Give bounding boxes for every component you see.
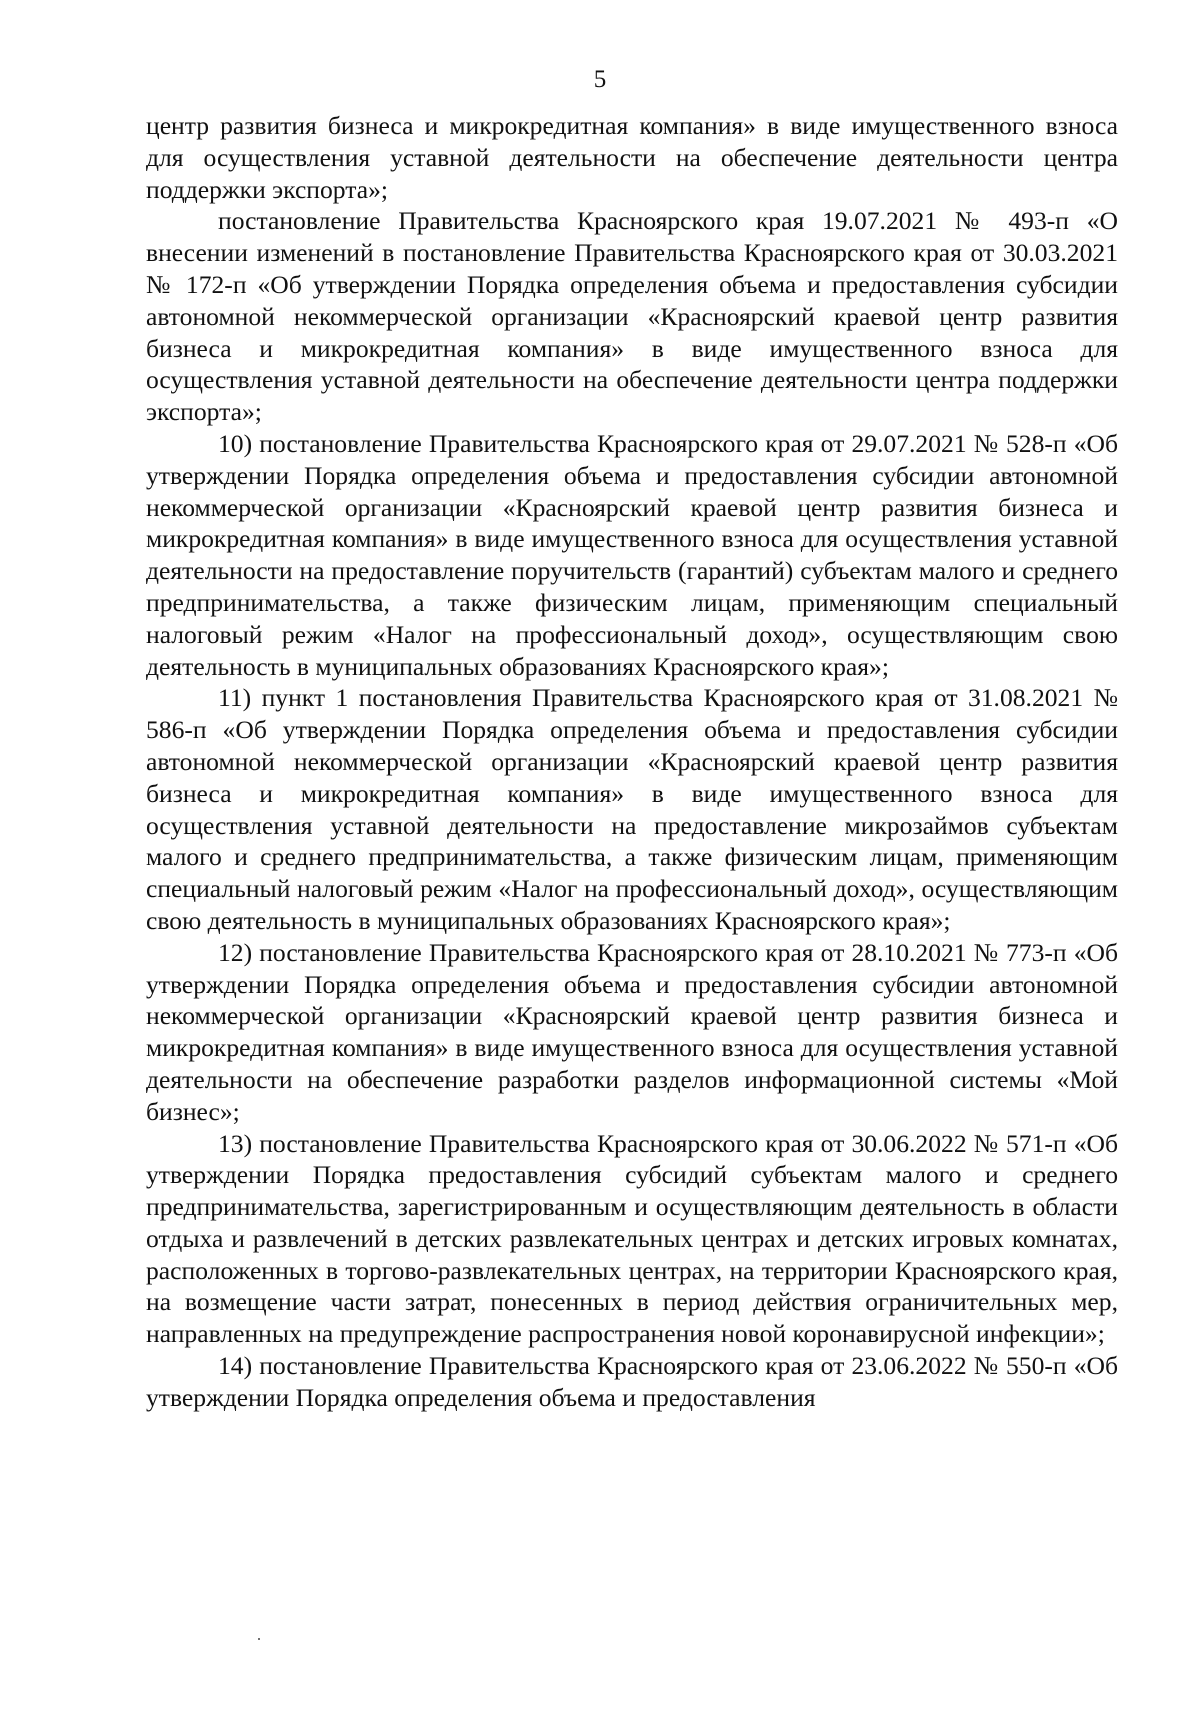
paragraph-item-12: 12) постановление Правительства Красноярского края от 28.10.2021 № 773-п «Об утверждении Порядка определения объема и предоставления субсидии автономной некоммерческой организации «Красноярский краевой центр развития бизнеса и микрокредитная компания» в виде имущественного взноса для осуществления уставной деятельности на обеспечение разработки разделов информационной системы «Мой бизнес»;: [146, 937, 1118, 1126]
paragraph-item-13: 13) постановление Правительства Красноярского края от 30.06.2022 № 571-п «Об утверждении Порядка предоставления субсидий субъектам малого и среднего предпринимательства, зарегистрированным и осуществляющим деятельность в области отдыха и развлечений в детских развлекательных центрах и детских игровых комнатах, расположенных в торгово-развлекательных центрах, на территории Красноярского края, на возмещение части затрат, понесенных в период действия ограничительных мер, направленных на предупреждение распространения новой коронавирусной инфекции»;: [146, 1128, 1118, 1349]
document-body: [146, 110, 1118, 1414]
paragraph-continuation: центр развития бизнеса и микрокредитная компания» в виде имущественного взноса для осуществления уставной деятельности на обеспечение деятельности центра поддержки экспорта»;: [146, 111, 1118, 204]
paragraph-item-11: 11) пункт 1 постановления Правительства Красноярского края от 31.08.2021 № 586-п «Об утверждении Порядка определения объема и предоставления субсидии автономной некоммерческой организации «Красноярский краевой центр развития бизнеса и микрокредитная компания» в виде имущественного взноса для осуществления уставной деятельности на предоставление микрозаймов субъектам малого и среднего предпринимательства, а также физическим лицам, применяющим специальный налоговый режим «Налог на профессиональный доход», осуществляющим свою деятельность в муниципальных образованиях Красноярского края»;: [146, 683, 1118, 935]
page-number: 5: [593, 66, 607, 93]
paragraph-item-14: 14) постановление Правительства Красноярского края от 23.06.2022 № 550-п «Об утверждении Порядка определения объема и предоставления: [146, 1351, 1118, 1412]
paragraph-item-10: 10) постановление Правительства Красноярского края от 29.07.2021 № 528-п «Об утверждении Порядка определения объема и предоставления субсидии автономной некоммерческой организации «Красноярский краевой центр развития бизнеса и микрокредитная компания» в виде имущественного взноса для осуществления уставной деятельности на предоставление поручительств (гарантий) субъектам малого и среднего предпринимательства, а также физическим лицам, применяющим специальный налоговый режим «Налог на профессиональный доход», осуществляющим свою деятельность в муниципальных образованиях Красноярского края»;: [146, 428, 1118, 681]
paragraph-item-9-amendment: постановление Правительства Красноярского края 19.07.2021 № 493-п «О внесении изменений в постановление Правительства Красноярского края от 30.03.2021 № 172-п «Об утверждении Порядка определения объема и предоставления субсидии автономной некоммерческой организации «Красноярский краевой центр развития бизнеса и микрокредитная компания» в виде имущественного взноса для осуществления уставной деятельности на обеспечение деятельности центра поддержки экспорта»;: [146, 206, 1118, 427]
scan-speck: [258, 1638, 260, 1640]
